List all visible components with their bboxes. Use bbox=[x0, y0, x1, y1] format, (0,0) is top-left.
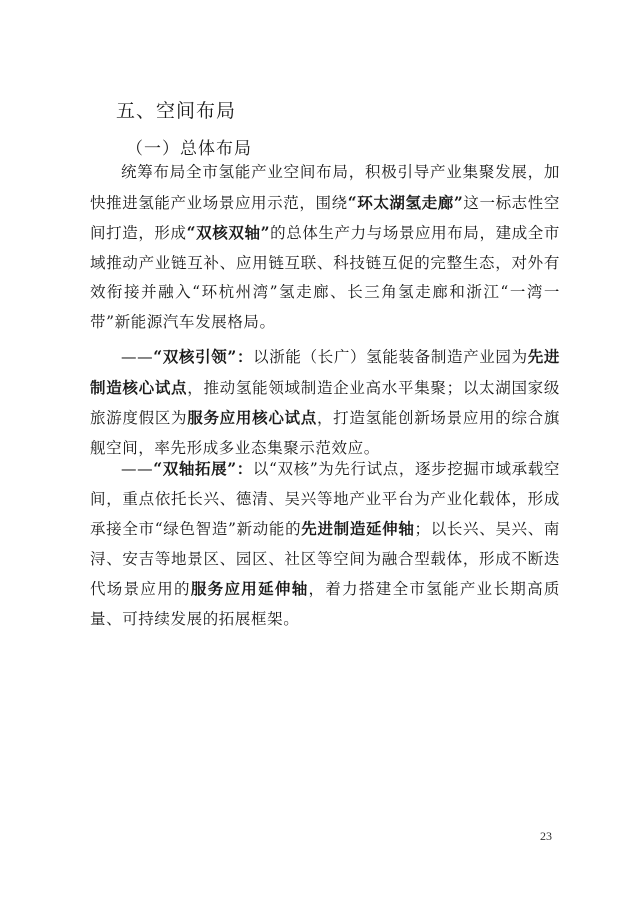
text-segment: ，打造氢能创新场景应用的综合旗舰空间，率先形成多业态集聚示范效应。 bbox=[90, 409, 560, 457]
text-segment: —— bbox=[121, 348, 154, 366]
emphasis-segment: 先进制造核心试点 bbox=[90, 347, 561, 397]
text-segment: ；以长兴、吴兴、南浔、安吉等地景区、园区、社区等空间为融合型载体，形成不断迭代场景应用的 bbox=[90, 520, 561, 598]
subsection-title: （一）总体布局 bbox=[126, 139, 252, 159]
emphasis-segment: “双核双轴” bbox=[186, 223, 271, 242]
emphasis-segment: 服务应用延伸轴 bbox=[190, 579, 309, 598]
emphasis-segment: 服务应用核心试点 bbox=[187, 408, 317, 427]
emphasis-segment: “双核引领”： bbox=[153, 347, 254, 366]
text-segment: 统筹布局全市氢能产业空间布局，积极引导产业集聚发展，加快推进氢能产业场景应用示范，围绕 bbox=[90, 163, 560, 212]
paragraph-dual-core bbox=[90, 342, 560, 463]
text-segment: 以“双核”为先行试点，逐步挖掘市域承载空间，重点依托长兴、德清、吴兴等地产业平台为产业化载体，形成承接全市“绿色智造”新动能的 bbox=[90, 460, 560, 538]
paragraph-overall-layout bbox=[90, 158, 560, 337]
text-segment: —— bbox=[121, 460, 154, 478]
text-segment: ，着力搭建全市氢能产业长期高质量、可持续发展的拓展框架。 bbox=[90, 580, 560, 628]
emphasis-segment: “环太湖氢走廊” bbox=[347, 192, 464, 212]
section-title: 五、空间布局 bbox=[116, 100, 237, 122]
text-segment: 以浙能（长广）氢能装备制造产业园为 bbox=[253, 348, 528, 366]
text-segment: 的总体生产力与场景应用布局，建成全市域推动产业链互补、应用链互联、科技链互促的完整生态，对外有效衔接并融入“环杭州湾”氢走廊、长三角氢走廊和浙江“一湾一带”新能源汽车发展格局。 bbox=[90, 224, 560, 331]
emphasis-segment: “双轴拓展”： bbox=[153, 459, 253, 478]
text-segment: ，推动氢能领域制造企业高水平集聚；以太湖国家级旅游度假区为 bbox=[90, 378, 560, 427]
emphasis-segment: 先进制造延伸轴 bbox=[301, 519, 415, 538]
page-number: 23 bbox=[540, 829, 552, 843]
text-segment: 这一标志性空间打造，形成 bbox=[90, 193, 560, 242]
paragraph-dual-axis bbox=[90, 454, 560, 634]
